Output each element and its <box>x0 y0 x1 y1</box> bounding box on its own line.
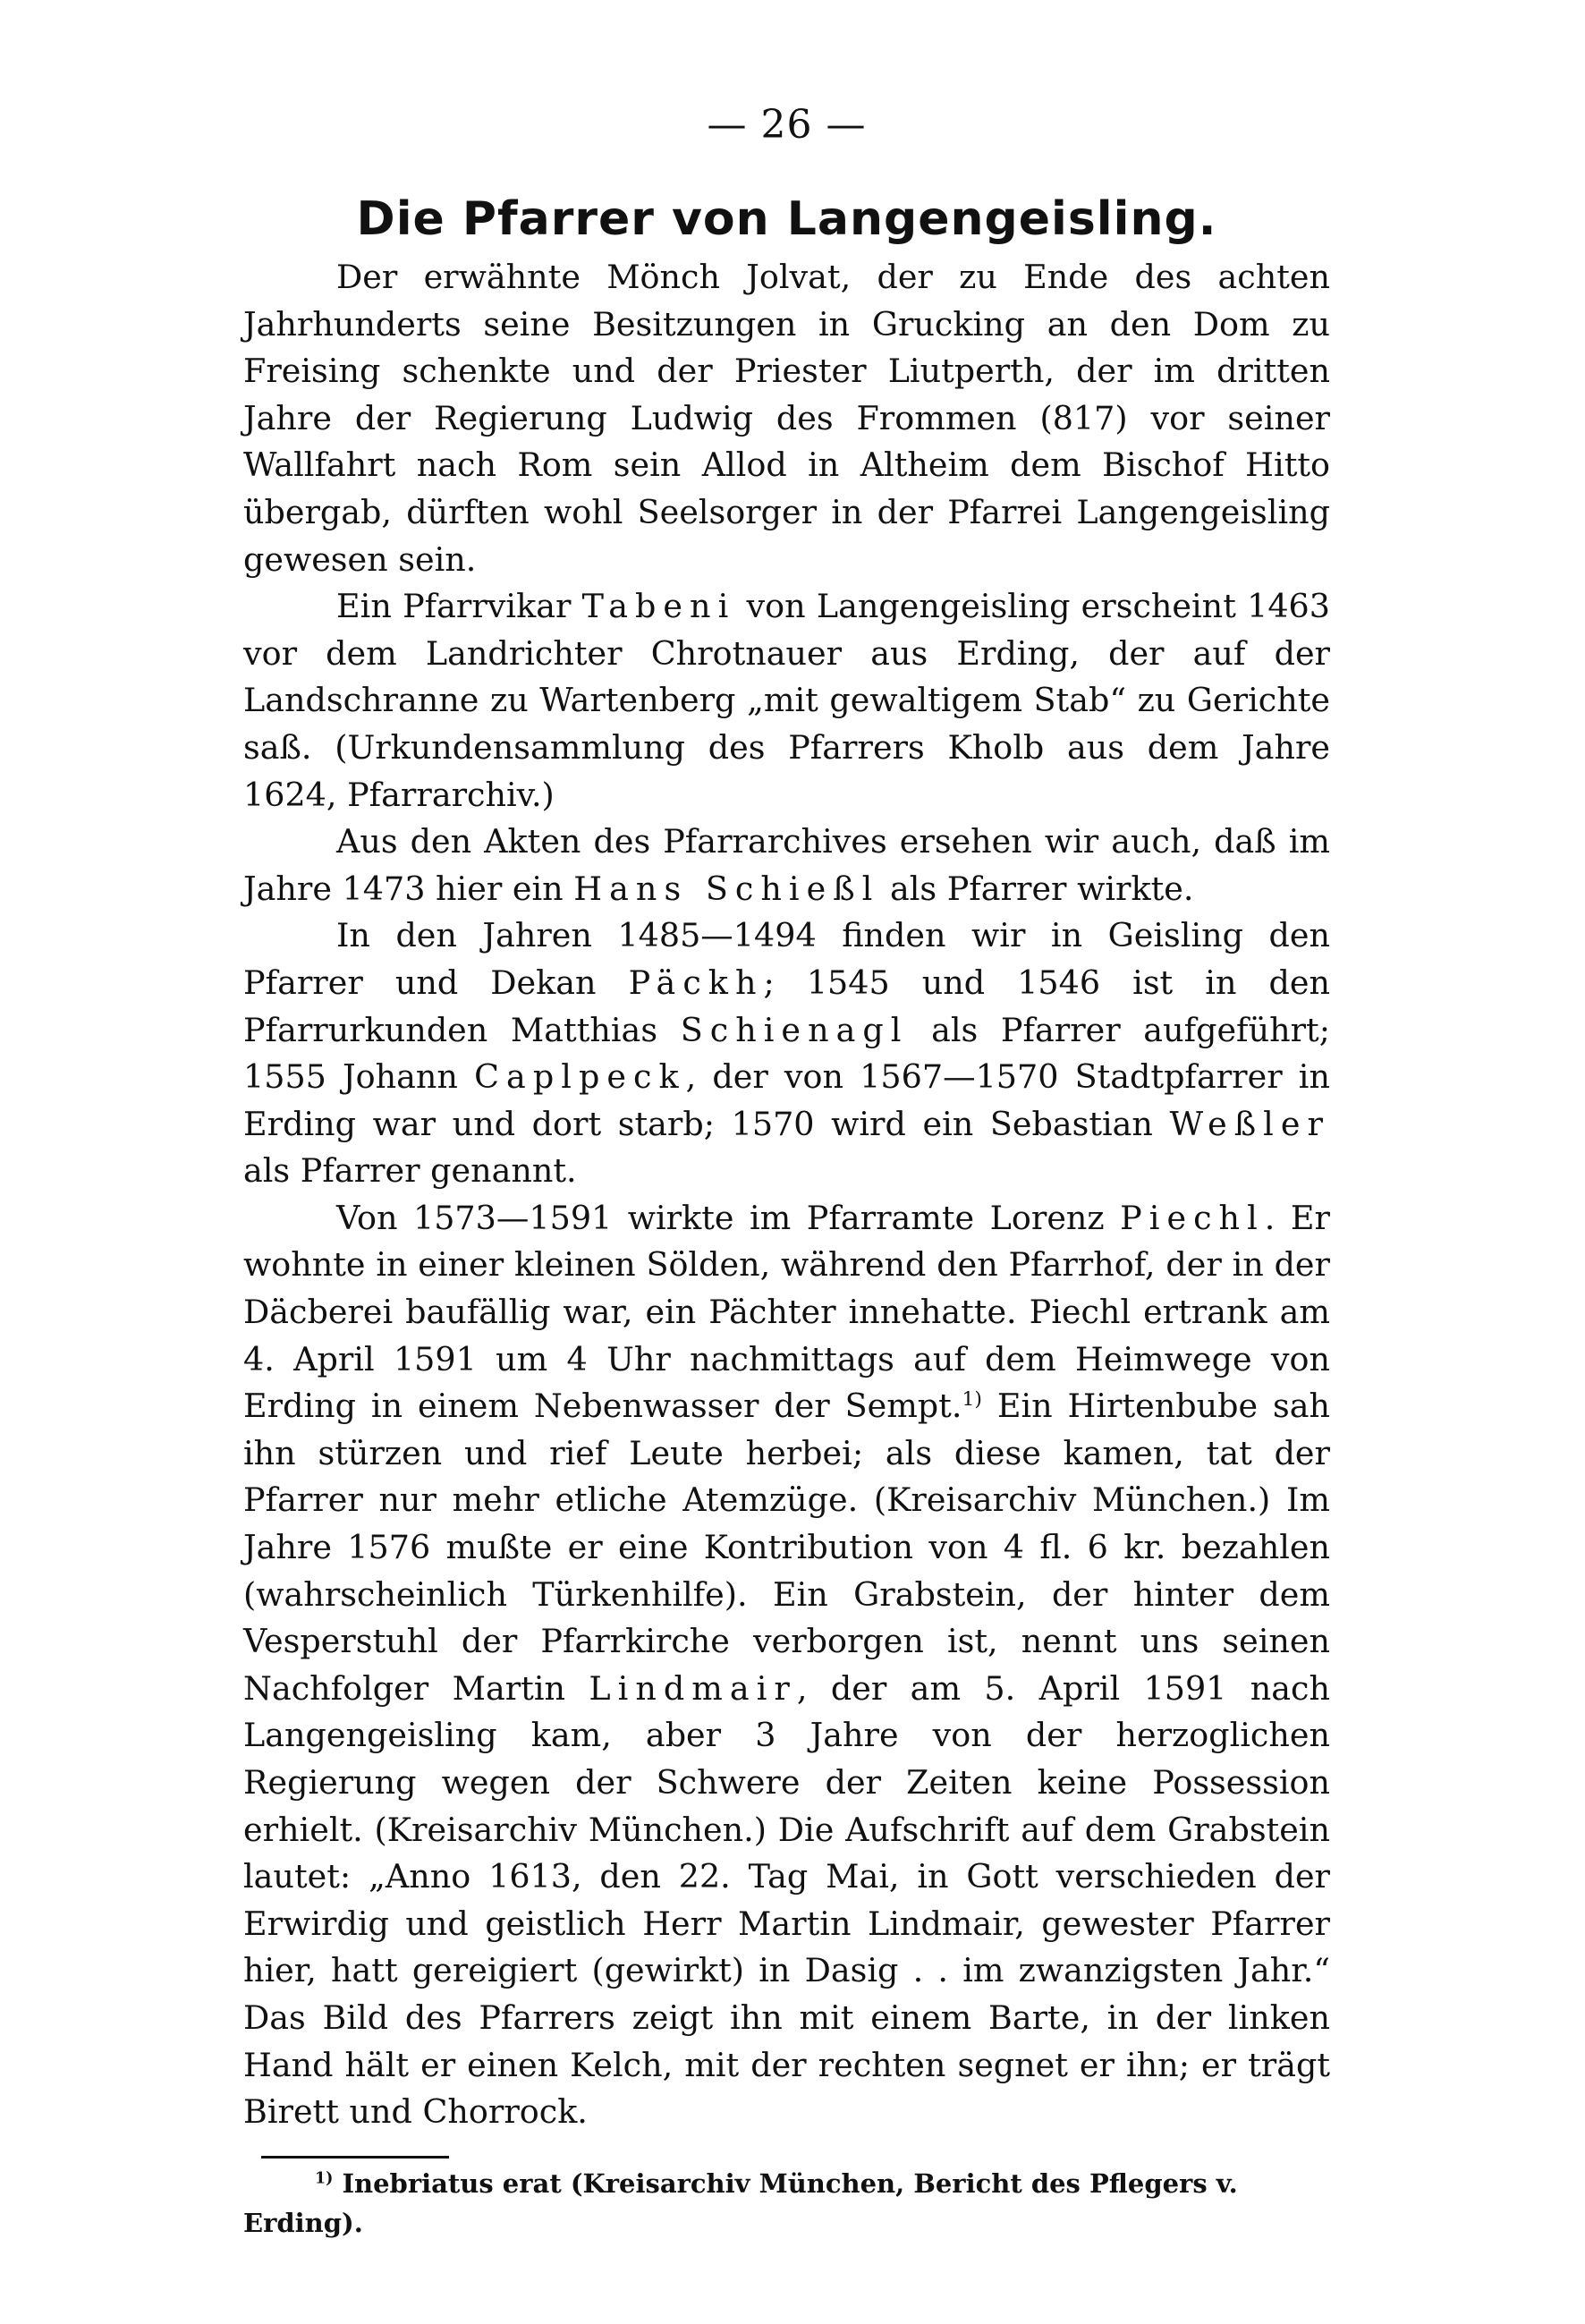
page-number: — 26 — <box>707 102 867 148</box>
paragraph-text: . Er wohnte in einer kleinen Sölden, während den Pfarrhof, der in der Däcberei baufällig war, ein Pächter innehatte. Piechl ertrank am 4. April 1591 um 4 Uhr nachmittags auf dem Heimwege von Erding in einem Nebenwasser der Sempt. <box>243 1198 1330 1426</box>
footnote-text: Inebriatus erat (Kreisarchiv München, Bericht des Pflegers v. Erding). <box>243 2167 1238 2238</box>
paragraph-text: ; 1545 und 1546 ist in den Pfarrurkunden Matthias <box>243 963 1330 1049</box>
document-page <box>243 98 1330 2243</box>
footnote-marker: 1) <box>315 2169 334 2188</box>
paragraph-text: als Pfarrer wirkte. <box>879 869 1194 908</box>
footnote <box>243 2164 1330 2243</box>
person-name-schiessl: Hans Schießl <box>573 869 880 908</box>
paragraph-text: Ein Pfarrvikar <box>336 587 582 626</box>
paragraph-text: von Langengeisling erscheint 1463 vor dem Landrichter Chrotnauer aus Erding, der auf der Landschranne zu Wartenberg „mit gewaltigem Stab“ zu Gerichte saß. (Urkundensammlung des Pfarrers Kholb aus dem Jahre 1624, Pfarrarchiv.) <box>243 587 1330 814</box>
paragraph-text: Aus den Akten des Pfarrarchives ersehen wir auch, daß im Jahre 1473 hier ein <box>243 822 1330 908</box>
paragraph-5 <box>243 1195 1330 2136</box>
footnote-reference: 1) <box>962 1388 982 1412</box>
footnote-divider <box>261 2156 449 2159</box>
paragraph-1 <box>243 254 1330 583</box>
person-name-wessler: Weßler <box>1169 1104 1330 1143</box>
paragraph-text: , der von 1567—1570 Stadtpfarrer in Erding war und dort starb; 1570 wird ein Sebastian <box>243 1057 1330 1143</box>
person-name-piechl: Piechl <box>1120 1198 1265 1237</box>
person-name-lindmair: Lindmair <box>589 1668 797 1708</box>
person-name-caplpeck: Caplpeck <box>474 1057 686 1097</box>
paragraph-3 <box>243 818 1330 912</box>
paragraph-text: Von 1573—1591 wirkte im Pfarramte Lorenz <box>336 1198 1121 1237</box>
paragraph-text: als Pfarrer aufgeführt; 1555 Johann <box>243 1010 1330 1097</box>
paragraph-text: Der erwähnte Mönch Jolvat, der zu Ende des achten Jahrhunderts seine Besitzungen in Grucking an den Dom zu Freising schenkte und der Priester Liutperth, der im dritten Jahre der Regierung Ludwig des Frommen (817) vor seiner Wallfahrt nach Rom sein Allod in Altheim dem Bischof Hitto übergab, dürften wohl Seelsorger in der Pfarrei Langengeisling gewesen sein. <box>243 258 1330 579</box>
person-name-tabeni: Tabeni <box>581 587 736 626</box>
paragraph-text: , der am 5. April 1591 nach Langengeisling kam, aber 3 Jahre von der herzoglichen Regierung wegen der Schwere der Zeiten keine Possession erhielt. (Kreisarchiv München.) Die Aufschrift auf dem Grabstein lautet: „Anno 1613, den 22. Tag Mai, in Gott verschieden der Erwirdig und geistlich Herr Martin Lindmair, gewester Pfarrer hier, hatt gereigiert (gewirkt) in Dasig . . im zwanzigsten Jahr.“ Das Bild des Pfarrers zeigt ihn mit einem Barte, in der linken Hand hält er einen Kelch, mit der rechten segnet er ihn; er trägt Birett und Chorrock. <box>243 1668 1330 2132</box>
person-name-paeckh: Päckh <box>628 963 764 1002</box>
paragraph-2 <box>243 583 1330 818</box>
paragraph-text: als Pfarrer genannt. <box>243 1151 577 1191</box>
paragraph-4 <box>243 912 1330 1195</box>
person-name-schienagl: Schienagl <box>680 1010 909 1049</box>
chapter-title: Die Pfarrer von Langengeisling. <box>356 192 1217 246</box>
paragraph-text: Ein Hirtenbube sah ihn stürzen und rief Leute herbei; als diese kamen, tat der Pfarrer nur mehr etliche Atemzüge. (Kreisarchiv München.) Im Jahre 1576 mußte er eine Kontribution von 4 fl. 6 kr. bezahlen (wahrscheinlich Türkenhilfe). Ein Grabstein, der hinter dem Vesperstuhl der Pfarrkirche verborgen ist, nennt uns seinen Nachfolger Martin <box>243 1387 1330 1708</box>
paragraph-text: In den Jahren 1485—1494 finden wir in Geisling den Pfarrer und Dekan <box>243 916 1330 1002</box>
